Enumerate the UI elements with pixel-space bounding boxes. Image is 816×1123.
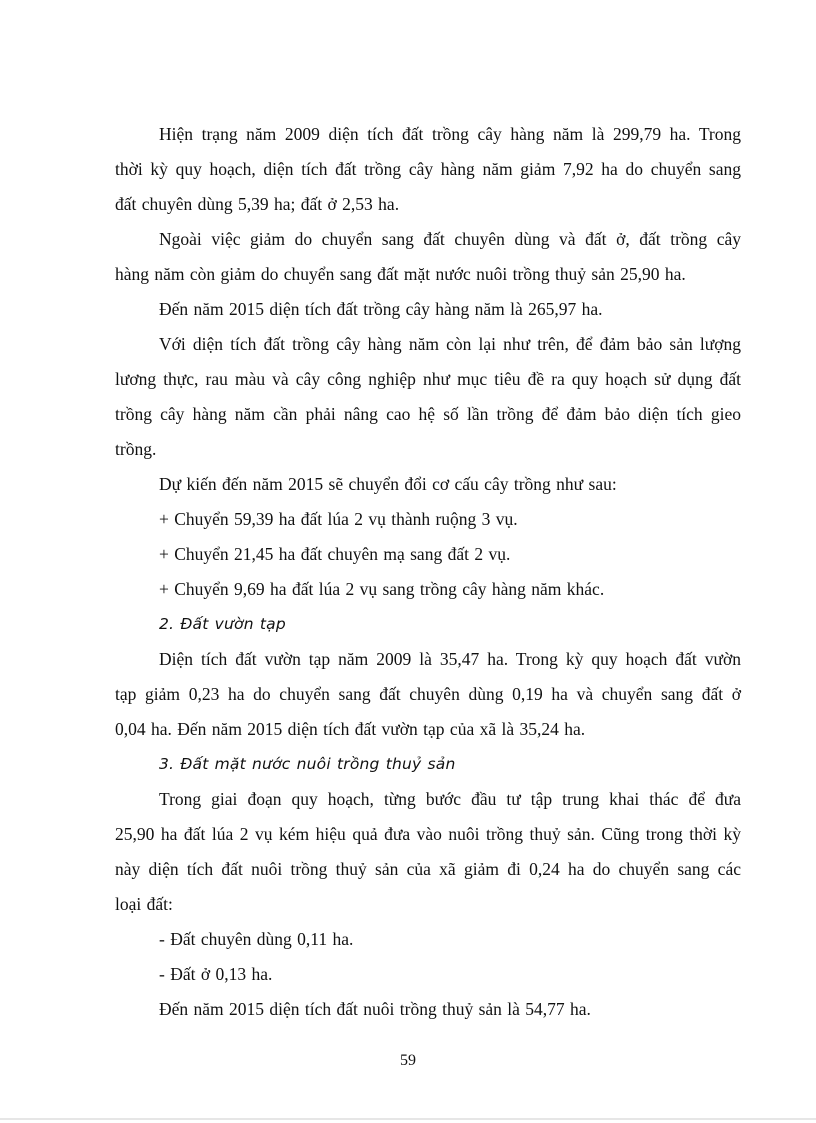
page-body [115, 117, 741, 1027]
list-item: + Chuyển 59,39 ha đất lúa 2 vụ thành ruộng 3 vụ. [159, 509, 518, 529]
paragraph-line: hàng năm còn giảm do chuyển sang đất mặt nước nuôi trồng thuỷ sản 25,90 ha. [115, 264, 686, 284]
paragraph-line: này diện tích đất nuôi trồng thuỷ sản của xã giảm đi 0,24 ha do chuyển sang các [115, 859, 741, 879]
list-item: - Đất ở 0,13 ha. [159, 964, 273, 984]
list-item: + Chuyển 21,45 ha đất chuyên mạ sang đất 2 vụ. [159, 544, 511, 564]
paragraph-line: Với diện tích đất trồng cây hàng năm còn lại như trên, để đảm bảo sản lượng [159, 334, 741, 354]
paragraph-line: 25,90 ha đất lúa 2 vụ kém hiệu quả đưa vào nuôi trồng thuỷ sản. Cũng trong thời kỳ [115, 824, 741, 844]
paragraph-line: loại đất: [115, 894, 173, 914]
paragraph-line: Dự kiến đến năm 2015 sẽ chuyển đổi cơ cấu cây trồng như sau: [159, 474, 617, 494]
paragraph-line: tạp giảm 0,23 ha do chuyển sang đất chuyên dùng 0,19 ha và chuyển sang đất ở [115, 684, 741, 704]
list-item: + Chuyển 9,69 ha đất lúa 2 vụ sang trồng cây hàng năm khác. [159, 579, 605, 599]
paragraph-line: trồng cây hàng năm cần phải nâng cao hệ số lần trồng để đảm bảo diện tích gieo [115, 404, 741, 424]
paragraph-line: Diện tích đất vườn tạp năm 2009 là 35,47 ha. Trong kỳ quy hoạch đất vườn [159, 649, 741, 669]
paragraph-line: trồng. [115, 439, 157, 459]
section-heading-thuy-san: 3. Đất mặt nước nuôi trồng thuỷ sản [159, 755, 456, 773]
paragraph-line: thời kỳ quy hoạch, diện tích đất trồng cây hàng năm giảm 7,92 ha do chuyển sang [115, 159, 741, 179]
section-heading-vuon-tap: 2. Đất vườn tạp [159, 615, 286, 633]
paragraph-line: Đến năm 2015 diện tích đất trồng cây hàng năm là 265,97 ha. [159, 299, 603, 319]
page-number: 59 [400, 1052, 416, 1069]
page-bottom-edge [0, 1118, 816, 1120]
paragraph-line: Đến năm 2015 diện tích đất nuôi trồng thuỷ sản là 54,77 ha. [159, 999, 591, 1019]
paragraph-line: Trong giai đoạn quy hoạch, từng bước đầu tư tập trung khai thác để đưa [159, 789, 741, 809]
paragraph-line: Ngoài việc giảm do chuyển sang đất chuyên dùng và đất ở, đất trồng cây [159, 229, 741, 249]
paragraph-line: 0,04 ha. Đến năm 2015 diện tích đất vườn tạp của xã là 35,24 ha. [115, 719, 586, 739]
paragraph-line: đất chuyên dùng 5,39 ha; đất ở 2,53 ha. [115, 194, 400, 214]
paragraph-line: lương thực, rau màu và cây công nghiệp như mục tiêu đề ra quy hoạch sử dụng đất [115, 369, 741, 389]
list-item: - Đất chuyên dùng 0,11 ha. [159, 929, 354, 949]
paragraph-line: Hiện trạng năm 2009 diện tích đất trồng cây hàng năm là 299,79 ha. Trong [159, 124, 741, 144]
